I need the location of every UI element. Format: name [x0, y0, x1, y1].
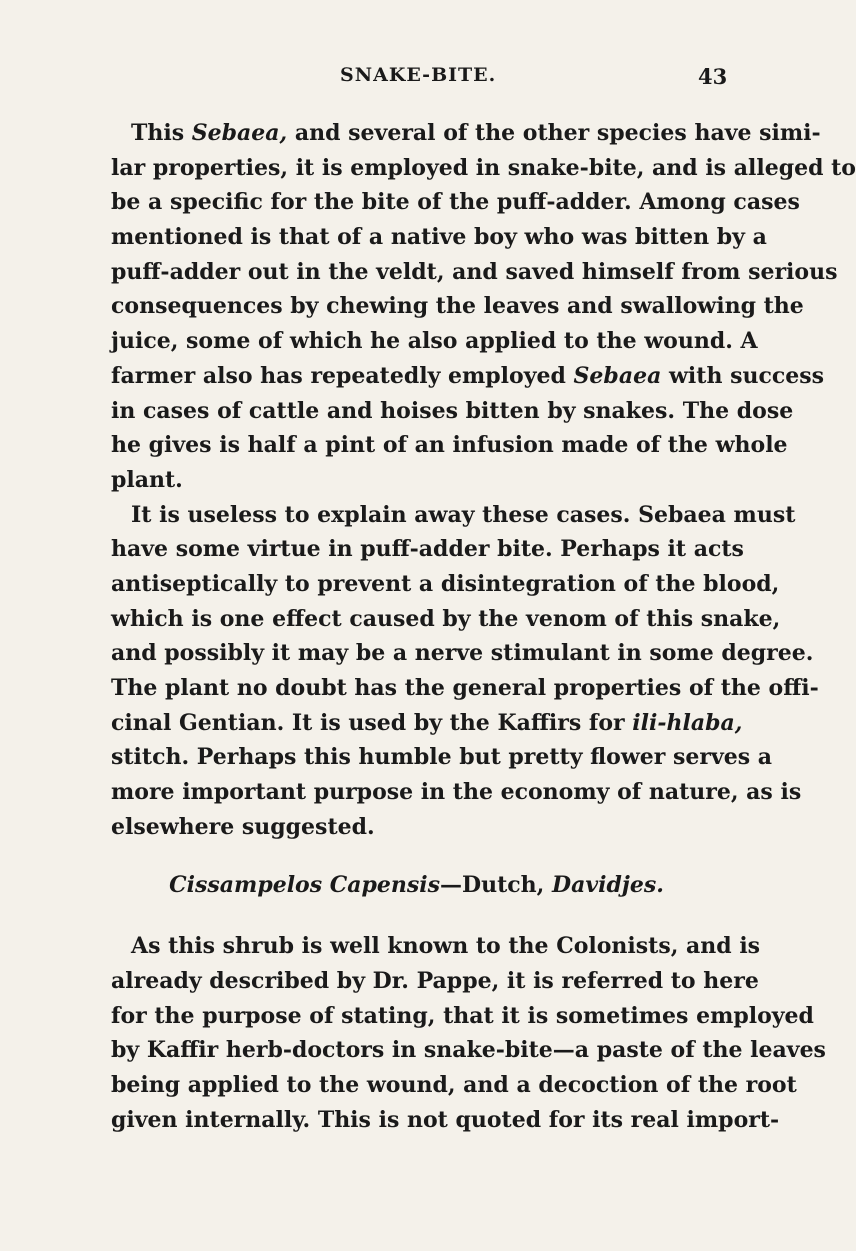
text-line	[111, 394, 794, 429]
text-line	[111, 185, 800, 220]
text-run: mentioned is that of a native boy who was bitten by a	[111, 224, 767, 251]
text-run: elsewhere suggested.	[111, 813, 375, 840]
text-run: puff-adder out in the veldt, and saved himself from serious	[111, 258, 838, 285]
body-text	[111, 116, 856, 1137]
text-run: juice, some of which he also applied to the wound. A	[111, 328, 758, 355]
text-line	[111, 151, 856, 186]
text-run: and several of the other species have simi-	[287, 120, 821, 146]
text-line	[111, 1033, 826, 1068]
text-line	[111, 775, 802, 810]
paragraph-cissampelos	[111, 929, 826, 1137]
text-line	[111, 463, 722, 498]
text-line	[111, 498, 796, 533]
text-line	[111, 116, 821, 151]
text-line	[111, 999, 814, 1034]
text-line	[111, 359, 825, 394]
page-number: 43	[698, 64, 728, 89]
text-line	[111, 740, 773, 775]
text-line	[111, 255, 838, 290]
text-run: Sebaea	[573, 362, 662, 389]
text-run: be a specific for the bite of the puff-adder. Among cases	[111, 189, 800, 216]
text-run: consequences by chewing the leaves and swallowing the	[111, 293, 804, 320]
text-line	[111, 671, 819, 706]
text-run: given internally. This is not quoted for its real import-	[111, 1106, 780, 1133]
text-run: stitch. Perhaps this humble but pretty flower serves a	[111, 744, 773, 771]
text-run: The plant no doubt has the general properties of the offi-	[111, 675, 819, 701]
text-line	[111, 1103, 780, 1138]
text-run: in cases of cattle and hoises bitten by snakes. The dose	[111, 397, 794, 424]
text-run: already described by Dr. Pappe, it is referred to here	[111, 967, 759, 994]
text-line	[111, 1068, 797, 1103]
text-run: cinal Gentian. It is used by the Kaffirs for	[111, 709, 633, 736]
text-run: he gives is half a pint of an infusion made of the whole	[111, 432, 788, 459]
text-line	[111, 532, 744, 567]
paragraph-sebaea	[111, 116, 856, 498]
text-line	[111, 289, 804, 324]
text-run: for the purpose of stating, that it is sometimes employed	[111, 1002, 814, 1029]
text-line	[111, 636, 814, 671]
paragraph-sebaea-discussion	[111, 498, 819, 845]
text-line	[111, 810, 722, 845]
text-run: antiseptically to prevent a disintegration of the blood,	[111, 570, 780, 597]
running-head-title: SNAKE-BITE.	[340, 64, 497, 86]
text-run: As this shrub is well known to the Colonists, and is	[131, 933, 761, 960]
text-run: It is useless to explain away these cases. Sebaea must	[131, 501, 796, 528]
text-run: by Kaffir herb-doctors in snake-bite—a paste of the leaves	[111, 1037, 826, 1064]
text-run: This	[131, 120, 192, 146]
text-run: Davidjes.	[552, 872, 664, 899]
text-line	[111, 706, 743, 741]
text-line	[111, 964, 759, 999]
text-run: more important purpose in the economy of nature, as is	[111, 779, 802, 806]
text-run: lar properties, it is employed in snake-bite, and is alleged to	[111, 154, 856, 181]
text-run: being applied to the wound, and a decoction of the root	[111, 1071, 797, 1098]
text-run: farmer also has repeatedly employed	[111, 362, 574, 389]
text-run: with success	[661, 362, 825, 389]
text-run: plant.	[111, 466, 183, 493]
text-run: which is one effect caused by the venom of this snake,	[111, 605, 781, 632]
text-line	[111, 602, 781, 637]
text-line	[111, 567, 780, 602]
text-line	[111, 428, 788, 463]
text-line	[111, 324, 758, 359]
text-run: ili-hlaba,	[632, 709, 743, 736]
running-head	[0, 64, 800, 94]
text-line	[111, 929, 761, 964]
text-line	[111, 220, 767, 255]
text-run: have some virtue in puff-adder bite. Perhaps it acts	[111, 536, 744, 563]
text-run: Cissampelos Capensis	[169, 872, 441, 899]
text-run: and possibly it may be a nerve stimulant in some degree.	[111, 640, 814, 667]
text-run: Sebaea,	[191, 120, 288, 146]
text-run: —Dutch,	[440, 872, 552, 899]
section-heading-cissampelos	[111, 868, 722, 903]
